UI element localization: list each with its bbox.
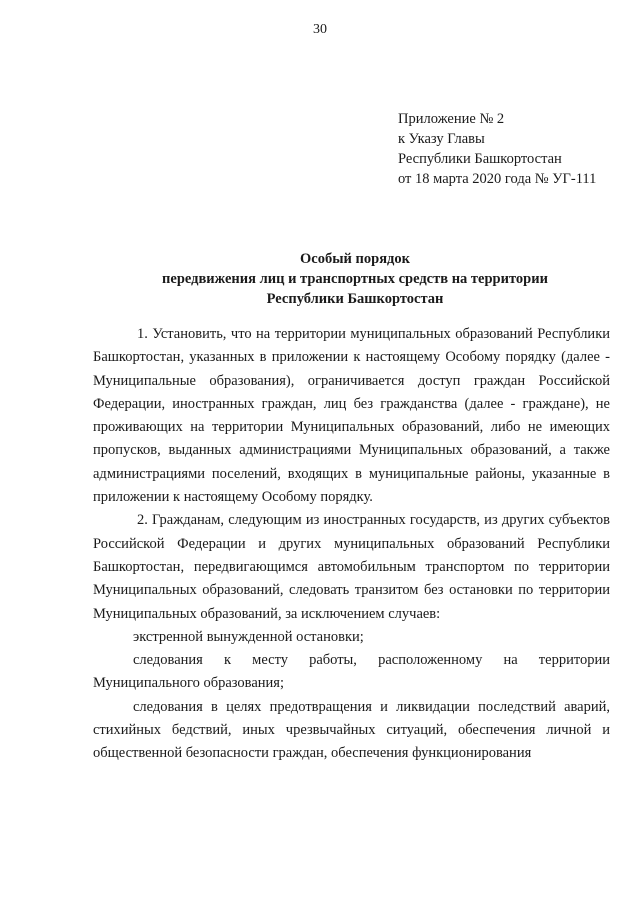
document-body (93, 323, 610, 766)
title-line: Особый порядок (300, 251, 410, 267)
page-number: 30 (313, 22, 327, 37)
title-line: Республики Башкортостан (266, 291, 444, 307)
paragraph-2: 2. Гражданам, следующим из иностранных государств, из других субъектов Российской Федерации и других муниципальных образований Республики Башкортостан, передвигающимся автомобильным транспортом по территории Муниципальных образований, следовать транзитом без остановки по территории Муниципальных образований, за исключением случаев: (93, 512, 610, 622)
appendix-line: к Указу Главы (398, 131, 485, 147)
paragraph-1: 1. Установить, что на территории муниципальных образований Республики Башкортостан, указанных в приложении к настоящему Особому порядку (далее - Муниципальные образования), ограничивается доступ граждан Российской Федерации, иностранных граждан, лиц без гражданства (далее - граждане), не проживающих на территории Муниципальных образований, либо не имеющих пропусков, выданных администрациями Муниципальных образований, а также администрациями поселений, входящих в муниципальные районы, указанные в приложении к настоящему Особому порядку. (93, 326, 610, 506)
list-item: экстренной вынужденной остановки; (133, 628, 364, 645)
list-item: следования к месту работы, расположенному на территории Муниципального образования; (93, 652, 610, 692)
title-line: передвижения лиц и транспортных средств на территории (162, 271, 548, 287)
appendix-line: Приложение № 2 (398, 111, 505, 127)
appendix-line: Республики Башкортостан (398, 151, 562, 167)
appendix-header (398, 109, 596, 189)
document-title (90, 249, 620, 309)
appendix-line: от 18 марта 2020 года № УГ-111 (398, 171, 597, 187)
list-item: следования в целях предотвращения и ликвидации последствий аварий, стихийных бедствий, иных чрезвычайных ситуаций, обеспечения личной и общественной безопасности граждан, обеспечения функционирования (93, 698, 610, 762)
